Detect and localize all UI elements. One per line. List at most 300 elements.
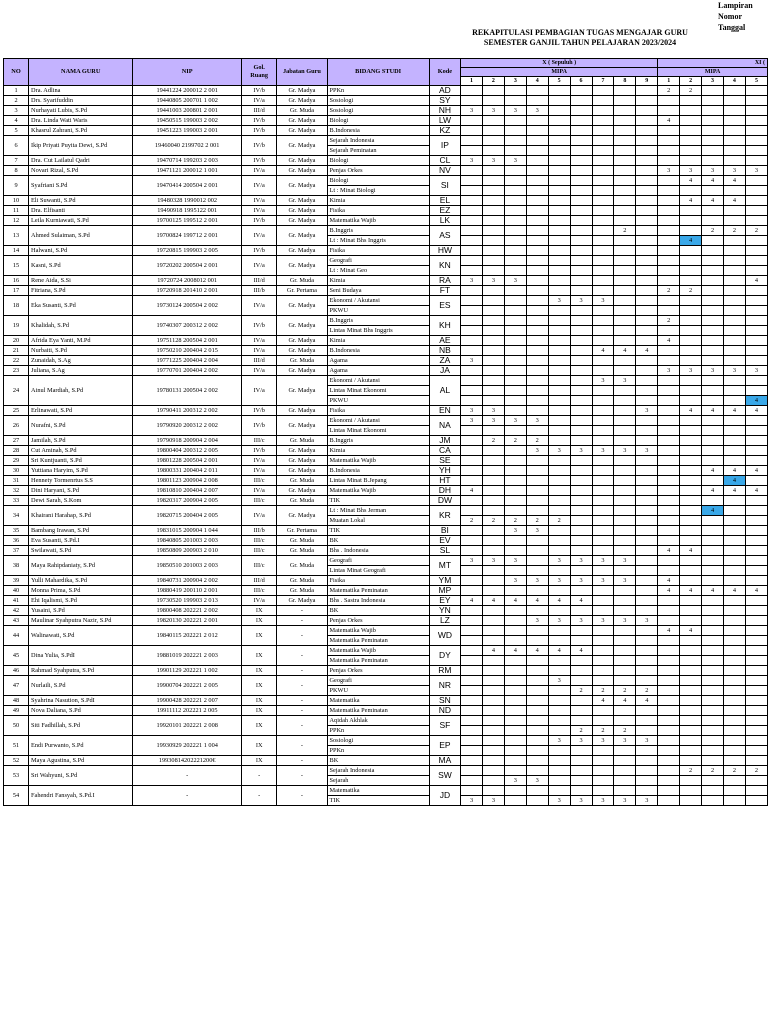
hours-xi-cell — [723, 546, 745, 556]
hours-x-cell — [570, 786, 592, 796]
document-title — [430, 28, 730, 48]
hours-x-cell — [614, 116, 636, 126]
teacher-gol: III/c — [241, 556, 276, 576]
hours-x-cell — [504, 406, 526, 416]
hours-x-cell — [482, 546, 504, 556]
teacher-jabatan: - — [277, 736, 327, 756]
hours-x-cell — [526, 176, 548, 186]
hours-x-cell — [548, 346, 570, 356]
hours-xi-cell — [745, 286, 767, 296]
teacher-nip: 19700824 199712 2 001 — [133, 226, 242, 246]
hours-x-cell — [461, 176, 483, 186]
teacher-nip: 19831015 200904 1 044 — [133, 526, 242, 536]
hours-xi-cell — [658, 696, 680, 706]
hours-x-cell — [614, 276, 636, 286]
hours-x-cell: 3 — [482, 156, 504, 166]
row-no: 30 — [4, 466, 29, 476]
teacher-gol: IX — [241, 676, 276, 696]
hours-x-cell: 3 — [636, 736, 658, 746]
hours-xi-cell — [723, 96, 745, 106]
hours-xi-cell — [745, 296, 767, 306]
hours-xi-cell: 4 — [745, 586, 767, 596]
hours-x-cell: 3 — [570, 616, 592, 626]
hours-x-cell — [636, 416, 658, 426]
teacher-gol: IV/a — [241, 206, 276, 216]
hours-x-cell — [548, 726, 570, 736]
hours-x-cell — [504, 286, 526, 296]
teacher-gol: IX — [241, 646, 276, 666]
hours-xi-cell — [658, 126, 680, 136]
hours-x-cell — [570, 276, 592, 286]
teacher-jabatan: Gr. Madya — [277, 466, 327, 476]
hours-x-cell: 4 — [570, 646, 592, 656]
teacher-gol: IV/a — [241, 456, 276, 466]
hours-x-cell — [548, 126, 570, 136]
teacher-code: AD — [429, 86, 460, 96]
hours-xi-cell: 4 — [745, 276, 767, 286]
subject: Lintas Minat Bhs Inggris — [327, 326, 429, 336]
teacher-gol: III/c — [241, 476, 276, 486]
hours-xi-cell: 4 — [723, 486, 745, 496]
hours-xi-cell — [680, 746, 702, 756]
hours-x-cell — [592, 216, 614, 226]
hours-xi-cell: 2 — [723, 766, 745, 776]
hours-x-cell — [526, 86, 548, 96]
teacher-jabatan: Gr. Madya — [277, 216, 327, 226]
row-no: 54 — [4, 786, 29, 806]
teacher-nip: 19790411 200312 2 002 — [133, 406, 242, 416]
hours-xi-cell — [745, 746, 767, 756]
hours-xi-cell — [658, 206, 680, 216]
hours-x-cell — [504, 306, 526, 316]
teacher-nip: 19740307 200312 2 002 — [133, 316, 242, 336]
hours-x-cell — [592, 766, 614, 776]
hours-xi-cell — [680, 216, 702, 226]
teacher-code: CA — [429, 446, 460, 456]
teacher-gol: III/b — [241, 526, 276, 536]
teacher-name: Walinawati, S.Pd — [29, 626, 133, 646]
hours-xi-cell — [745, 376, 767, 386]
header-grade-xi-sub: MIPA — [658, 68, 768, 77]
hours-x-cell — [526, 306, 548, 316]
subject: Fisika — [327, 246, 429, 256]
hours-x-cell — [636, 756, 658, 766]
hours-x-cell — [614, 586, 636, 596]
hours-x-cell: 3 — [570, 556, 592, 566]
hours-x-cell — [570, 186, 592, 196]
hours-xi-cell — [723, 206, 745, 216]
teacher-code: YM — [429, 576, 460, 586]
hours-x-cell — [636, 776, 658, 786]
table-row — [4, 556, 768, 566]
subject: Geografi — [327, 556, 429, 566]
hours-x-cell: 3 — [636, 406, 658, 416]
header-x-class: 4 — [526, 77, 548, 86]
hours-xi-cell — [745, 336, 767, 346]
hours-x-cell — [570, 356, 592, 366]
hours-xi-cell — [702, 336, 724, 346]
teacher-code: WD — [429, 626, 460, 646]
hours-xi-cell — [658, 306, 680, 316]
teacher-nip: 19840115 202221 2 012 — [133, 626, 242, 646]
hours-x-cell — [570, 776, 592, 786]
hours-xi-cell — [702, 596, 724, 606]
teacher-name: Eva Susanti, S.Pd.I — [29, 536, 133, 546]
hours-x-cell — [570, 136, 592, 146]
hours-xi-cell — [745, 656, 767, 666]
hours-xi-cell — [702, 96, 724, 106]
hours-xi-cell — [745, 596, 767, 606]
hours-xi-cell — [658, 376, 680, 386]
teacher-nip: 19700125 199512 2 001 — [133, 216, 242, 226]
hours-xi-cell — [745, 566, 767, 576]
hours-x-cell: 2 — [504, 516, 526, 526]
hours-x-cell — [526, 556, 548, 566]
table-row — [4, 696, 768, 706]
hours-xi-cell — [702, 146, 724, 156]
hours-x-cell: 3 — [592, 296, 614, 306]
hours-xi-cell — [702, 356, 724, 366]
hours-xi-cell — [745, 96, 767, 106]
teacher-code: KR — [429, 506, 460, 526]
hours-x-cell — [570, 666, 592, 676]
row-no: 42 — [4, 606, 29, 616]
hours-x-cell — [614, 106, 636, 116]
teacher-code: SY — [429, 96, 460, 106]
hours-xi-cell — [680, 556, 702, 566]
hours-xi-cell — [658, 476, 680, 486]
teacher-name: Ainul Mardiah, S.Pd — [29, 376, 133, 406]
hours-xi-cell — [680, 516, 702, 526]
hours-x-cell: 2 — [482, 516, 504, 526]
hours-x-cell — [482, 636, 504, 646]
teacher-name: Dra. Adlina — [29, 86, 133, 96]
teacher-nip: 19441224 200012 2 001 — [133, 86, 242, 96]
subject: Penjas Orkes — [327, 616, 429, 626]
row-no: 23 — [4, 366, 29, 376]
hours-xi-cell — [658, 406, 680, 416]
hours-x-cell — [548, 506, 570, 516]
hours-x-cell — [570, 456, 592, 466]
table-header — [4, 59, 768, 86]
hours-x-cell — [636, 256, 658, 266]
hours-x-cell — [482, 236, 504, 246]
hours-xi-cell — [680, 296, 702, 306]
hours-xi-cell — [745, 136, 767, 146]
subject: B.Indonesia — [327, 346, 429, 356]
hours-x-cell — [570, 426, 592, 436]
hours-x-cell — [482, 456, 504, 466]
hours-xi-cell — [702, 206, 724, 216]
header-nama: NAMA GURU — [29, 59, 133, 86]
hours-x-cell — [548, 176, 570, 186]
hours-xi-cell — [658, 746, 680, 756]
hours-x-cell — [548, 706, 570, 716]
teacher-name: Siti Fadhillah, S.Pd — [29, 716, 133, 736]
hours-x-cell — [592, 256, 614, 266]
hours-x-cell — [504, 296, 526, 306]
hours-x-cell — [592, 656, 614, 666]
hours-x-cell — [614, 416, 636, 426]
hours-xi-cell: 2 — [745, 226, 767, 236]
hours-x-cell — [461, 146, 483, 156]
title-line-1: REKAPITULASI PEMBAGIAN TUGAS MENGAJAR GURU — [472, 28, 688, 37]
hours-xi-cell — [723, 706, 745, 716]
table-row — [4, 166, 768, 176]
hours-x-cell — [482, 756, 504, 766]
hours-x-cell — [504, 696, 526, 706]
hours-x-cell: 3 — [570, 796, 592, 806]
teacher-code: KH — [429, 316, 460, 336]
hours-x-cell — [526, 376, 548, 386]
teacher-gol: IV/a — [241, 506, 276, 526]
teacher-name: Nurafni, S.Pd — [29, 416, 133, 436]
hours-x-cell — [592, 176, 614, 186]
hours-xi-cell — [723, 416, 745, 426]
hours-xi-cell — [745, 786, 767, 796]
teacher-jabatan: Gr. Madya — [277, 336, 327, 346]
header-xi-class: 5 — [745, 77, 767, 86]
hours-x-cell: 3 — [592, 736, 614, 746]
row-no: 14 — [4, 246, 29, 256]
hours-x-cell — [461, 506, 483, 516]
teacher-name: Dra. Cut Lailatul Qadri — [29, 156, 133, 166]
hours-x-cell — [636, 166, 658, 176]
hours-x-cell — [482, 126, 504, 136]
hours-x-cell — [461, 266, 483, 276]
row-no: 12 — [4, 216, 29, 226]
hours-xi-cell — [723, 786, 745, 796]
hours-x-cell — [482, 376, 504, 386]
hours-x-cell — [636, 516, 658, 526]
hours-x-cell — [526, 166, 548, 176]
hours-xi-cell — [723, 536, 745, 546]
table-row — [4, 676, 768, 686]
hours-xi-cell — [745, 86, 767, 96]
hours-xi-cell — [702, 396, 724, 406]
hours-xi-cell — [658, 436, 680, 446]
hours-xi-cell — [702, 316, 724, 326]
hours-xi-cell — [723, 386, 745, 396]
hours-x-cell: 3 — [614, 796, 636, 806]
teacher-nip: 19790920 200312 2 002 — [133, 416, 242, 436]
hours-x-cell — [526, 136, 548, 146]
hours-xi-cell — [702, 476, 724, 486]
hours-xi-cell — [680, 646, 702, 656]
hours-xi-cell: 4 — [702, 486, 724, 496]
hours-x-cell — [482, 256, 504, 266]
hours-xi-cell — [745, 436, 767, 446]
hours-xi-cell — [658, 736, 680, 746]
hours-xi-cell — [745, 316, 767, 326]
hours-xi-cell — [658, 186, 680, 196]
hours-x-cell — [461, 306, 483, 316]
hours-xi-cell — [702, 156, 724, 166]
hours-x-cell — [461, 236, 483, 246]
hours-x-cell — [636, 146, 658, 156]
teacher-nip: - — [133, 786, 242, 806]
teacher-jabatan: Gr. Madya — [277, 176, 327, 196]
hours-x-cell — [548, 466, 570, 476]
hours-xi-cell — [658, 416, 680, 426]
hours-xi-cell — [723, 106, 745, 116]
teacher-name: Monna Prima, S.Pd — [29, 586, 133, 596]
subject: PKWU — [327, 396, 429, 406]
table-row — [4, 586, 768, 596]
hours-x-cell — [482, 326, 504, 336]
hours-x-cell — [461, 196, 483, 206]
hours-x-cell — [461, 536, 483, 546]
hours-x-cell — [504, 786, 526, 796]
hours-xi-cell — [745, 526, 767, 536]
hours-x-cell — [548, 316, 570, 326]
teacher-code: NV — [429, 166, 460, 176]
hours-xi-cell — [658, 776, 680, 786]
hours-xi-cell — [658, 266, 680, 276]
teacher-code: ES — [429, 296, 460, 316]
hours-x-cell — [636, 476, 658, 486]
teacher-name: Syahrina Nasution, S.PdI — [29, 696, 133, 706]
hours-xi-cell — [658, 246, 680, 256]
hours-x-cell: 3 — [526, 616, 548, 626]
table-row — [4, 716, 768, 726]
hours-x-cell: 3 — [461, 796, 483, 806]
subject: Lt : Minat Bhs Jerman — [327, 506, 429, 516]
hours-x-cell — [548, 96, 570, 106]
hours-x-cell: 4 — [548, 596, 570, 606]
hours-xi-cell: 4 — [658, 336, 680, 346]
hours-x-cell — [548, 456, 570, 466]
hours-xi-cell — [745, 776, 767, 786]
teacher-jabatan: Gr. Madya — [277, 406, 327, 416]
subject: B.Inggris — [327, 436, 429, 446]
teacher-jabatan: Gr. Madya — [277, 296, 327, 316]
table-row — [4, 436, 768, 446]
hours-x-cell — [614, 176, 636, 186]
row-no: 3 — [4, 106, 29, 116]
hours-x-cell — [461, 396, 483, 406]
row-no: 13 — [4, 226, 29, 246]
hours-x-cell — [461, 256, 483, 266]
subject: Agama — [327, 356, 429, 366]
hours-x-cell — [548, 276, 570, 286]
subject: Sejarah — [327, 776, 429, 786]
hours-x-cell — [461, 786, 483, 796]
hours-xi-cell — [702, 246, 724, 256]
hours-x-cell — [526, 716, 548, 726]
hours-x-cell — [636, 626, 658, 636]
hours-x-cell — [504, 566, 526, 576]
subject: Aqidah Akhlak — [327, 716, 429, 726]
teacher-name: Nurbaiti, S.Pd — [29, 346, 133, 356]
hours-xi-cell — [658, 226, 680, 236]
hours-x-cell — [636, 286, 658, 296]
hours-x-cell — [570, 656, 592, 666]
hours-xi-cell — [680, 526, 702, 536]
hours-x-cell — [570, 706, 592, 716]
subject: Lintas Minat Ekonomi — [327, 426, 429, 436]
subject: Ekonomi / Akutansi — [327, 296, 429, 306]
table-row — [4, 216, 768, 226]
subject: Matematika Peminatan — [327, 656, 429, 666]
hours-x-cell — [504, 226, 526, 236]
hours-x-cell — [482, 656, 504, 666]
subject: Fisika — [327, 206, 429, 216]
hours-x-cell — [482, 306, 504, 316]
teacher-nip: 19450515 199003 2 002 — [133, 116, 242, 126]
hours-xi-cell — [658, 556, 680, 566]
teacher-nip: 19720724 2008012 001 — [133, 276, 242, 286]
hours-xi-cell — [702, 796, 724, 806]
hours-x-cell — [526, 756, 548, 766]
table-row — [4, 626, 768, 636]
hours-x-cell: 3 — [526, 576, 548, 586]
hours-x-cell — [504, 586, 526, 596]
hours-x-cell — [614, 246, 636, 256]
hours-x-cell — [592, 566, 614, 576]
table-row — [4, 96, 768, 106]
hours-xi-cell: 3 — [745, 166, 767, 176]
teacher-code: KN — [429, 256, 460, 276]
hours-xi-cell: 3 — [680, 166, 702, 176]
teacher-jabatan: Gr. Muda — [277, 556, 327, 576]
hours-x-cell: 4 — [570, 596, 592, 606]
table-body — [4, 86, 768, 806]
hours-x-cell — [592, 286, 614, 296]
teacher-code: EN — [429, 406, 460, 416]
teacher-name: Yulli Mahardika, S.Pd — [29, 576, 133, 586]
hours-xi-cell — [702, 326, 724, 336]
subject: Biologi — [327, 156, 429, 166]
hours-x-cell — [504, 186, 526, 196]
hours-x-cell: 3 — [614, 736, 636, 746]
teacher-name: Khalidah, S.Pd — [29, 316, 133, 336]
teacher-jabatan: Gr. Madya — [277, 226, 327, 246]
hours-xi-cell — [680, 136, 702, 146]
hours-x-cell — [504, 496, 526, 506]
header-no: NO — [4, 59, 29, 86]
hours-x-cell — [526, 786, 548, 796]
hours-x-cell — [592, 546, 614, 556]
hours-xi-cell — [745, 736, 767, 746]
table-row — [4, 506, 768, 516]
hours-xi-cell: 3 — [702, 366, 724, 376]
hours-x-cell — [461, 386, 483, 396]
subject: B.Indonesia — [327, 126, 429, 136]
subject: Matematika Peminatan — [327, 706, 429, 716]
hours-x-cell — [526, 226, 548, 236]
hours-xi-cell — [680, 536, 702, 546]
hours-xi-cell — [680, 696, 702, 706]
hours-xi-cell — [658, 566, 680, 576]
hours-xi-cell — [723, 566, 745, 576]
hours-x-cell — [482, 86, 504, 96]
teacher-gol: - — [241, 786, 276, 806]
hours-x-cell — [614, 706, 636, 716]
hours-x-cell — [504, 376, 526, 386]
subject: Sosiologi — [327, 96, 429, 106]
hours-x-cell: 3 — [636, 616, 658, 626]
row-no: 31 — [4, 476, 29, 486]
subject: TIK — [327, 796, 429, 806]
hours-x-cell — [614, 466, 636, 476]
subject: Lt : Minat Geo — [327, 266, 429, 276]
teacher-name: Sri Kuntjuanti, S.Pd — [29, 456, 133, 466]
hours-x-cell: 3 — [548, 796, 570, 806]
teacher-code: NB — [429, 346, 460, 356]
row-no: 43 — [4, 616, 29, 626]
hours-x-cell — [461, 186, 483, 196]
